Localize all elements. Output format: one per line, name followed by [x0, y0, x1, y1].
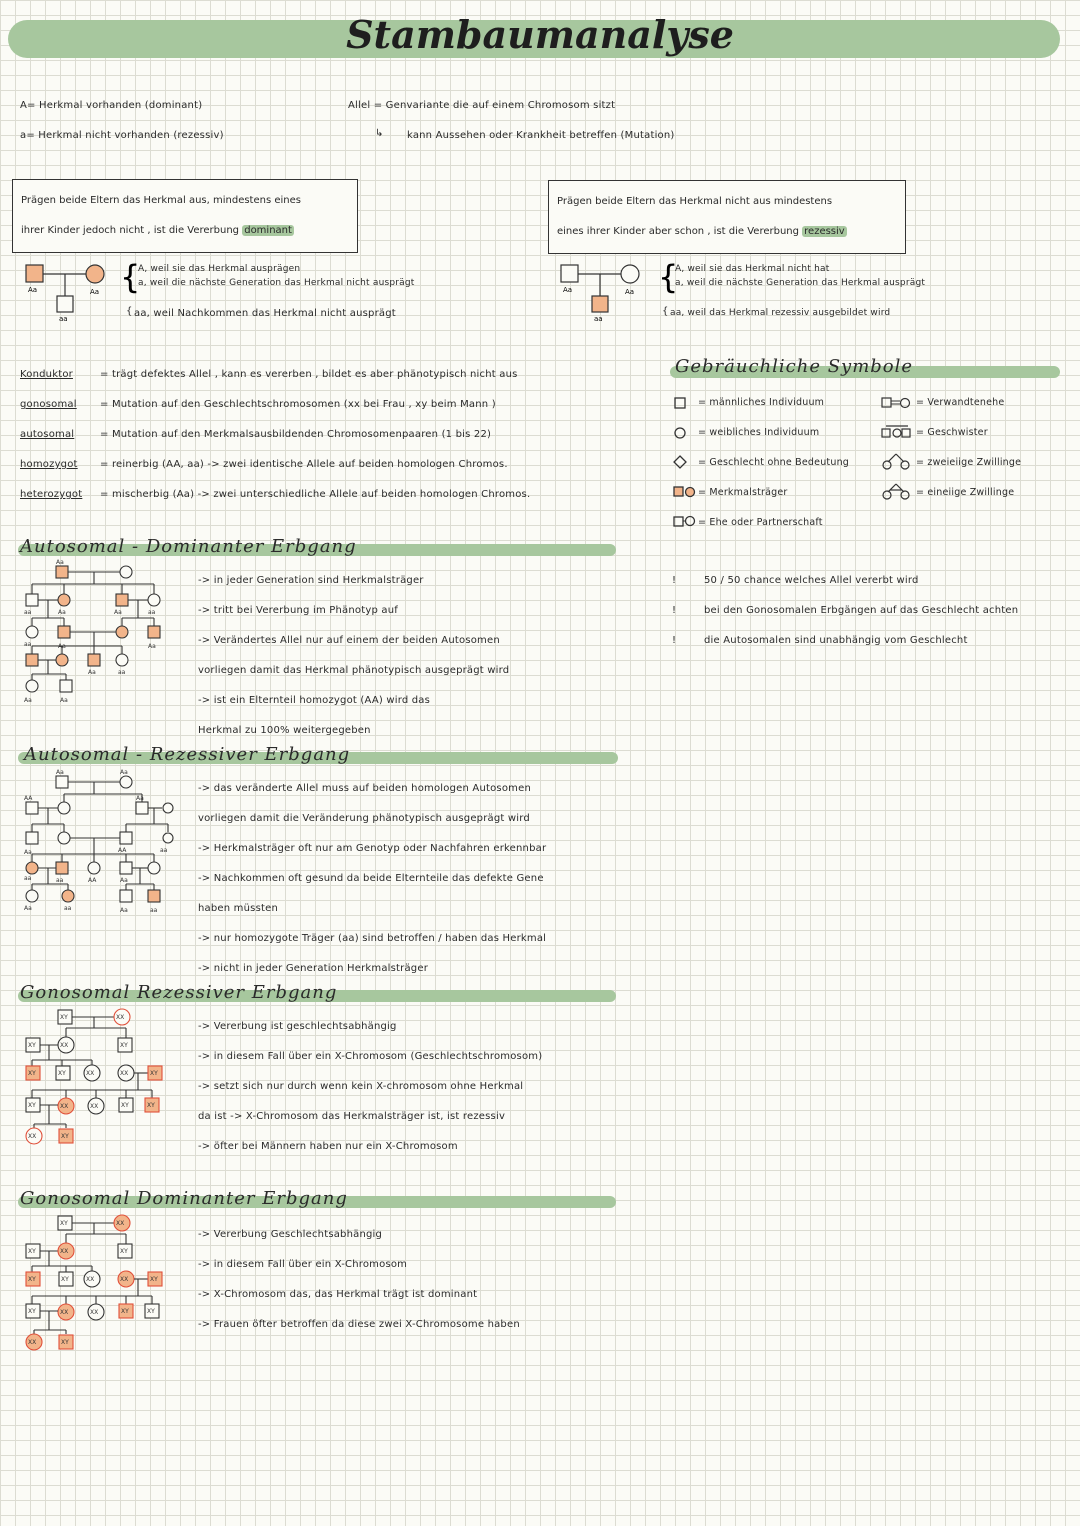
- section-title-ad: Autosomal - Dominanter Erbgang: [20, 536, 357, 557]
- section-title-ar: Autosomal - Rezessiver Erbgang: [24, 744, 351, 765]
- genotype-label: Aa: [60, 697, 68, 704]
- section-line: -> Vererbung ist geschlechtsabhängig: [198, 1021, 397, 1032]
- symbol-desc: = männliches Individuum: [698, 397, 825, 408]
- unknown-sex-icon: [674, 456, 686, 468]
- example-dominant-pedigree: [20, 258, 120, 328]
- term-row: [20, 390, 580, 420]
- genotype-label: Aa: [24, 849, 32, 856]
- partnership-icon: [674, 517, 683, 526]
- section-line: -> in diesem Fall über ein X-Chromosom: [198, 1259, 408, 1270]
- section-line: -> tritt bei Vererbung im Phänotyp auf: [198, 605, 398, 616]
- pedigree-ar: [22, 769, 172, 917]
- genotype-label: aa: [24, 875, 32, 882]
- terms-list: [20, 360, 580, 510]
- section-gr-lines: [198, 1012, 618, 1162]
- symbol-desc: = weibliches Individuum: [698, 427, 820, 438]
- symbol-desc: = Merkmalsträger: [698, 487, 788, 498]
- pedigree-gr: [22, 1006, 182, 1156]
- term-definition: = Mutation auf den Geschlechtschromosomen (xx bei Frau , xy beim Mann ): [100, 399, 496, 410]
- pedigree-gd: [22, 1212, 182, 1362]
- genotype-label: Aa: [120, 877, 128, 884]
- section-line: -> nicht in jeder Generation Herkmalsträger: [198, 963, 429, 974]
- term-row: [20, 420, 580, 450]
- genotype-label: Aa: [120, 907, 128, 914]
- genotype-label: Aa: [625, 288, 635, 296]
- genotype-label: aa: [64, 905, 72, 912]
- symbol-desc: = Verwandtenehe: [916, 397, 1005, 408]
- section-line: da ist -> X-Chromosom das Herkmalsträger ist, ist rezessiv: [198, 1111, 506, 1122]
- chromosome-label: XY: [150, 1276, 158, 1283]
- chromosome-label: XY: [147, 1308, 155, 1315]
- monozygotic-twins-icon: [888, 484, 896, 492]
- dominant-tag: dominant: [244, 225, 292, 236]
- chromosome-label: XX: [60, 1103, 69, 1110]
- genotype-label: AA: [88, 877, 97, 884]
- chromosome-label: XX: [60, 1248, 69, 1255]
- chromosome-label: XX: [60, 1309, 69, 1316]
- chromosome-label: XX: [28, 1133, 37, 1140]
- section-ar-lines: [198, 774, 628, 984]
- affected-male-symbol: [26, 265, 43, 282]
- note-text: 50 / 50 chance welches Allel vererbt wird: [704, 575, 919, 586]
- page-title: Stambaumanalyse: [346, 12, 734, 57]
- symbols-title: Gebräuchliche Symbole: [675, 356, 914, 377]
- section-line: -> Nachkommen oft gesund da beide Elternteile das defekte Gene: [198, 873, 544, 884]
- section-line: -> Verändertes Allel nur auf einem der beiden Autosomen: [198, 635, 500, 646]
- note-item: [672, 566, 1072, 596]
- symbols-right-icons: [880, 392, 916, 502]
- chromosome-label: XY: [150, 1070, 158, 1077]
- section-line: vorliegen damit die Veränderung phänotypisch ausgeprägt wird: [198, 813, 530, 824]
- brace-icon: [658, 256, 679, 296]
- brace-icon: {: [662, 306, 669, 317]
- section-ad-lines: [198, 566, 618, 746]
- genotype-label: Aa: [136, 795, 144, 802]
- chromosome-label: XX: [120, 1070, 129, 1077]
- section-line: Herkmal zu 100% weitergegeben: [198, 725, 371, 736]
- section-line: -> öfter bei Männern haben nur ein X-Chromosom: [198, 1141, 458, 1152]
- affected-male-symbol: [592, 296, 608, 312]
- chromosome-label: XY: [61, 1133, 69, 1140]
- healthy-female-symbol: [621, 265, 639, 283]
- genotype-label: Aa: [24, 697, 32, 704]
- chromosome-label: XY: [28, 1276, 36, 1283]
- example-dominant-line1: A, weil sie das Herkmal ausprägen: [138, 264, 301, 274]
- chromosome-label: XY: [58, 1070, 66, 1077]
- dizygotic-twins-icon: [888, 454, 896, 462]
- genotype-label: AA: [118, 847, 127, 854]
- legend-recessive: a= Herkmal nicht vorhanden (rezessiv): [20, 130, 224, 141]
- chromosome-label: XX: [90, 1309, 99, 1316]
- genotype-label: aa: [594, 315, 603, 323]
- chromosome-label: XY: [28, 1102, 36, 1109]
- arrow-icon: ↳: [375, 128, 384, 139]
- genotype-label: Aa: [88, 669, 96, 676]
- term-row: [20, 480, 580, 510]
- term-label: gonosomal: [20, 399, 77, 410]
- chromosome-label: XY: [120, 1042, 128, 1049]
- symbols-icons: [672, 392, 696, 532]
- chromosome-label: XX: [86, 1070, 95, 1077]
- section-line: -> ist ein Elternteil homozygot (AA) wird das: [198, 695, 431, 706]
- term-label: Konduktor: [20, 369, 73, 380]
- section-line: -> X-Chromosom das, das Herkmal trägt ist dominant: [198, 1289, 478, 1300]
- term-definition: = Mutation auf den Merkmalsausbildenden Chromosomenpaaren (1 bis 22): [100, 429, 492, 440]
- chromosome-label: XY: [60, 1014, 68, 1021]
- symbol-desc: = Ehe oder Partnerschaft: [698, 517, 823, 528]
- chromosome-label: XY: [120, 1248, 128, 1255]
- female-symbol-icon: [675, 428, 685, 438]
- term-label: heterozygot: [20, 489, 83, 500]
- genotype-label: Aa: [56, 559, 64, 566]
- section-line: -> Frauen öfter betroffen da diese zwei X-Chromosome haben: [198, 1319, 520, 1330]
- consanguinity-icon: [882, 398, 891, 407]
- example-recessive-line1: A, weil sie das Herkmal nicht hat: [675, 264, 830, 274]
- section-line: -> setzt sich nur durch wenn kein X-chromosom ohne Herkmal: [198, 1081, 524, 1092]
- dominant-rule-line1: Prägen beide Eltern das Herkmal aus, mindestens eines: [21, 195, 301, 206]
- section-line: vorliegen damit das Herkmal phänotypisch ausgeprägt wird: [198, 665, 510, 676]
- svg-text:{: {: [120, 258, 141, 296]
- symbols-right-list: [916, 388, 1056, 508]
- genotype-label: aa: [150, 907, 158, 914]
- genotype-label: aa: [24, 641, 32, 648]
- dominant-rule-line2: ihrer Kinder jedoch nicht , ist die Vererbung: [21, 225, 240, 236]
- chromosome-label: XY: [28, 1308, 36, 1315]
- chromosome-label: XX: [120, 1276, 129, 1283]
- genotype-label: aa: [24, 609, 32, 616]
- recessive-rule-line2: eines ihrer Kinder aber schon , ist die Vererbung: [557, 226, 799, 237]
- term-label: autosomal: [20, 429, 75, 440]
- male-symbol-icon: [675, 398, 685, 408]
- example-recessive-line3: aa, weil das Herkmal rezessiv ausgebildet wird: [670, 308, 891, 318]
- genotype-label: aa: [118, 669, 126, 676]
- genotype-label: Aa: [114, 609, 122, 616]
- chromosome-label: XY: [147, 1102, 155, 1109]
- note-item: [672, 626, 1072, 656]
- recessive-rule-line1: Prägen beide Eltern das Herkmal nicht aus mindestens: [557, 196, 833, 207]
- brace-icon: {: [126, 306, 133, 317]
- genotype-label: aa: [160, 847, 168, 854]
- symbols-left-list: [698, 388, 878, 538]
- chromosome-label: XX: [60, 1042, 69, 1049]
- symbol-desc: = eineiige Zwillinge: [916, 487, 1015, 498]
- section-title-gr: Gonosomal Rezessiver Erbgang: [20, 982, 338, 1003]
- example-recessive-pedigree: [555, 258, 655, 328]
- exclamation-icon: !: [672, 635, 677, 646]
- legend-allel: Allel = Genvariante die auf einem Chromosom sitzt: [348, 100, 616, 111]
- chromosome-label: XY: [121, 1308, 129, 1315]
- term-row: [20, 450, 580, 480]
- legend-allel-sub: kann Aussehen oder Krankheit betreffen (Mutation): [407, 130, 675, 141]
- note-item: [672, 596, 1072, 626]
- symbol-desc: = Geschwister: [916, 427, 988, 438]
- legend-dominant: A= Herkmal vorhanden (dominant): [20, 100, 203, 111]
- term-label: homozygot: [20, 459, 78, 470]
- section-line: haben müssten: [198, 903, 278, 914]
- genotype-label: aa: [148, 609, 156, 616]
- pedigree-ad: [22, 559, 172, 712]
- chromosome-label: XY: [28, 1042, 36, 1049]
- affected-female-symbol: [86, 265, 104, 283]
- section-line: -> nur homozygote Träger (aa) sind betroffen / haben das Herkmal: [198, 933, 547, 944]
- dominant-rule-box: [12, 179, 358, 253]
- chromosome-label: XY: [28, 1070, 36, 1077]
- genotype-label: Aa: [563, 286, 573, 294]
- chromosome-label: XX: [116, 1220, 125, 1227]
- chromosome-label: XY: [60, 1220, 68, 1227]
- section-gd-lines: [198, 1220, 618, 1340]
- healthy-male-symbol: [561, 265, 578, 282]
- note-text: bei den Gonosomalen Erbgängen auf das Geschlecht achten: [704, 605, 1019, 616]
- genotype-label: Aa: [58, 643, 66, 650]
- recessive-tag: rezessiv: [804, 226, 845, 237]
- term-definition: = trägt defektes Allel , kann es vererben , bildet es aber phänotypisch nicht aus: [100, 369, 518, 380]
- chromosome-label: XX: [116, 1014, 125, 1021]
- chromosome-label: XX: [90, 1103, 99, 1110]
- genotype-label: aa: [59, 315, 68, 323]
- genotype-label: aa: [56, 877, 64, 884]
- genotype-label: Aa: [24, 905, 32, 912]
- notes-list: [672, 566, 1072, 656]
- exclamation-icon: !: [672, 605, 677, 616]
- symbol-desc: = zweieiige Zwillinge: [916, 457, 1022, 468]
- chromosome-label: XY: [61, 1339, 69, 1346]
- genotype-label: Aa: [28, 286, 38, 294]
- svg-text:{: {: [658, 258, 679, 296]
- genotype-label: Aa: [56, 769, 64, 776]
- affected-icon: [674, 487, 683, 496]
- chromosome-label: XX: [86, 1276, 95, 1283]
- recessive-rule-box: [548, 180, 906, 254]
- section-line: -> in jeder Generation sind Herkmalsträger: [198, 575, 424, 586]
- symbol-desc: = Geschlecht ohne Bedeutung: [698, 457, 850, 468]
- note-text: die Autosomalen sind unabhängig vom Geschlecht: [704, 635, 968, 646]
- genotype-label: Aa: [58, 609, 66, 616]
- section-line: -> Vererbung Geschlechtsabhängig: [198, 1229, 383, 1240]
- genotype-label: Aa: [90, 288, 100, 296]
- genotype-label: Aa: [120, 769, 128, 776]
- genotype-label: AA: [24, 795, 33, 802]
- section-title-gd: Gonosomal Dominanter Erbgang: [20, 1188, 348, 1209]
- term-row: [20, 360, 580, 390]
- chromosome-label: XY: [61, 1276, 69, 1283]
- term-definition: = mischerbig (Aa) -> zwei unterschiedliche Allele auf beiden homologen Chromos.: [100, 489, 531, 500]
- brace-icon: [120, 256, 141, 296]
- chromosome-label: XY: [121, 1102, 129, 1109]
- exclamation-icon: !: [672, 575, 677, 586]
- chromosome-label: XY: [28, 1248, 36, 1255]
- chromosome-label: XX: [28, 1339, 37, 1346]
- term-definition: = reinerbig (AA, aa) -> zwei identische Allele auf beiden homologen Chromos.: [100, 459, 508, 470]
- section-line: -> das veränderte Allel muss auf beiden homologen Autosomen: [198, 783, 531, 794]
- section-line: -> Herkmalsträger oft nur am Genotyp oder Nachfahren erkennbar: [198, 843, 547, 854]
- section-line: -> in diesem Fall über ein X-Chromosom (Geschlechtschromosom): [198, 1051, 543, 1062]
- example-dominant-line2: a, weil die nächste Generation das Herkmal nicht ausprägt: [138, 278, 415, 288]
- healthy-male-symbol: [57, 296, 73, 312]
- example-recessive-line2: a, weil die nächste Generation das Herkmal ausprägt: [675, 278, 926, 288]
- example-dominant-line3: aa, weil Nachkommen das Herkmal nicht ausprägt: [134, 308, 396, 319]
- genotype-label: Aa: [148, 643, 156, 650]
